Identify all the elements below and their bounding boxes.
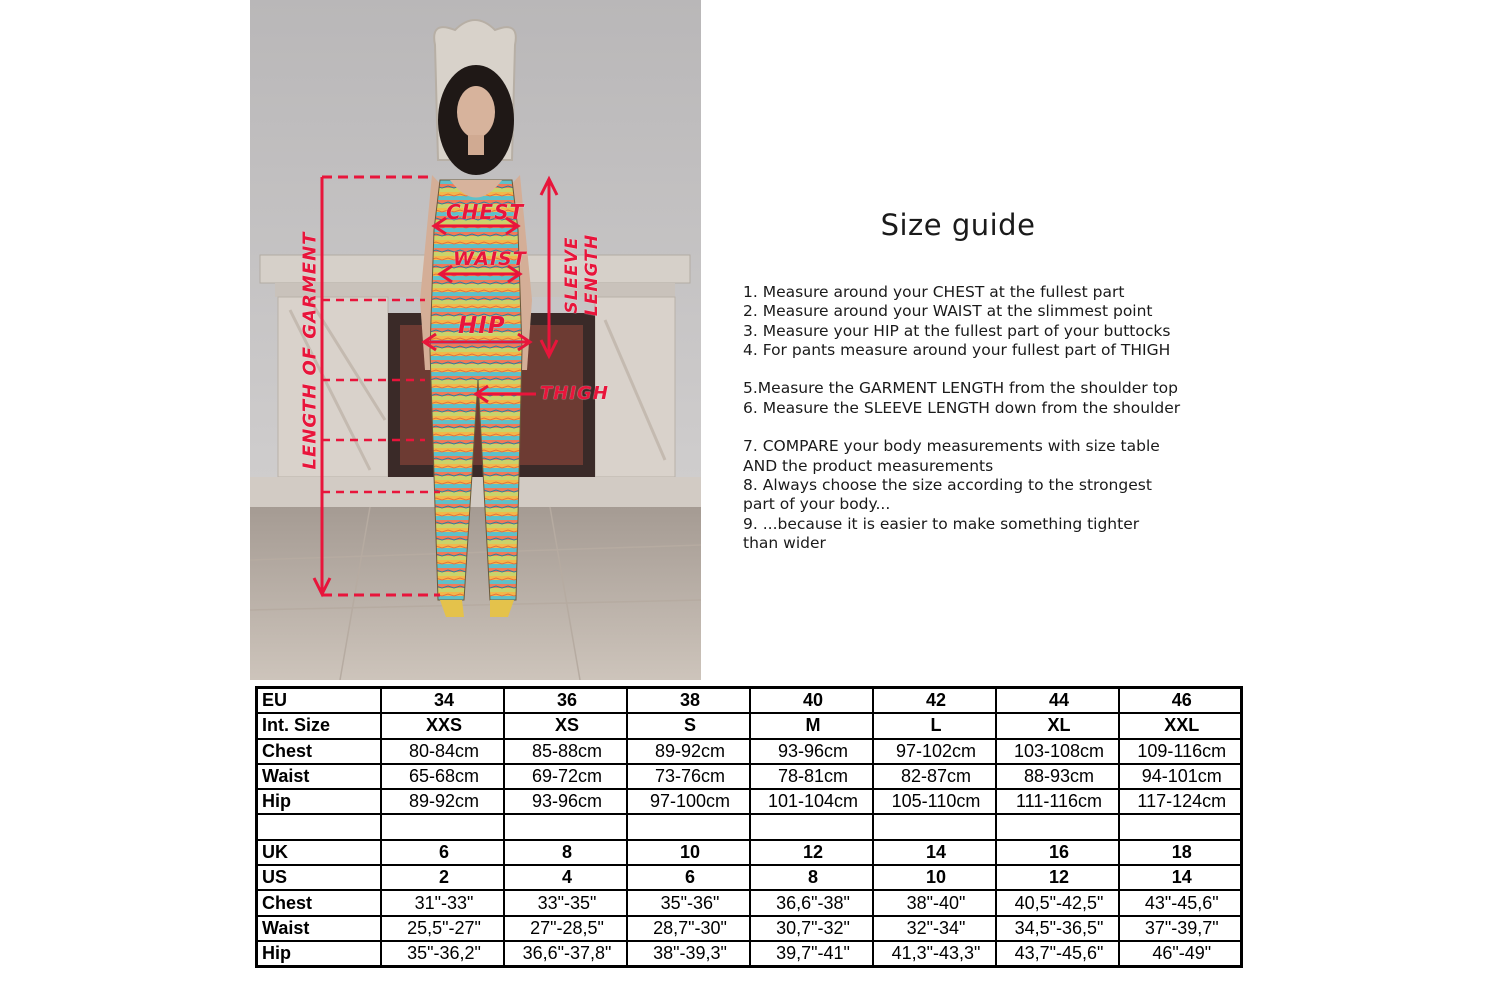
table-cell: 25,5"-27": [381, 916, 504, 941]
table-cell: XXS: [381, 713, 504, 738]
table-cell: 46"-49": [1119, 941, 1242, 967]
instructions-spacer: [743, 418, 1243, 437]
table-cell: 46: [1119, 688, 1242, 714]
size-table: [255, 686, 1243, 968]
table-row: [257, 814, 1242, 839]
table-row: [257, 941, 1242, 967]
table-cell: 6: [381, 840, 504, 865]
instruction-line: 8. Always choose the size according to the strongest: [743, 475, 1152, 494]
table-cell: 4: [504, 865, 627, 890]
table-cell: [750, 814, 873, 839]
table-cell: 73-76cm: [627, 764, 750, 789]
table-cell: 10: [873, 865, 996, 890]
table-cell: 35"-36,2": [381, 941, 504, 967]
table-cell: 41,3"-43,3": [873, 941, 996, 967]
instruction-line: 6. Measure the SLEEVE LENGTH down from the shoulder: [743, 398, 1181, 417]
row-label: EU: [257, 688, 381, 714]
table-cell: 8: [750, 865, 873, 890]
table-cell: XXL: [1119, 713, 1242, 738]
table-cell: 65-68cm: [381, 764, 504, 789]
table-cell: 2: [381, 865, 504, 890]
table-cell: 28,7"-30": [627, 916, 750, 941]
page-title: Size guide: [880, 208, 1036, 242]
table-cell: 88-93cm: [996, 764, 1119, 789]
table-cell: [627, 814, 750, 839]
model-photo: [250, 0, 701, 680]
table-row: [257, 713, 1242, 738]
table-row: [257, 764, 1242, 789]
sleeve-length-annotation: SLEEVE LENGTH: [562, 233, 602, 317]
table-cell: 36: [504, 688, 627, 714]
table-cell: 32"-34": [873, 916, 996, 941]
table-cell: 44: [996, 688, 1119, 714]
table-cell: 94-101cm: [1119, 764, 1242, 789]
instruction-line: 1. Measure around your CHEST at the fullest part: [743, 283, 1125, 301]
table-cell: 69-72cm: [504, 764, 627, 789]
table-cell: 34: [381, 688, 504, 714]
table-cell: 14: [1119, 865, 1242, 890]
chest-annotation: CHEST: [446, 200, 525, 224]
table-cell: 97-100cm: [627, 789, 750, 814]
instruction-line: 7. COMPARE your body measurements with size table: [743, 437, 1160, 456]
table-row: [257, 865, 1242, 890]
instructions-spacer: [743, 360, 1243, 379]
table-cell: 97-102cm: [873, 739, 996, 764]
table-cell: 12: [750, 840, 873, 865]
instruction-line: AND the product measurements: [743, 456, 994, 475]
row-label: Chest: [257, 739, 381, 764]
row-label: Waist: [257, 764, 381, 789]
table-row: [257, 890, 1242, 915]
hip-annotation: HIP: [458, 313, 506, 339]
table-cell: 93-96cm: [750, 739, 873, 764]
instruction-line: 9. ...because it is easier to make something tighter: [743, 514, 1140, 533]
table-cell: 93-96cm: [504, 789, 627, 814]
instruction-line: 2. Measure around your WAIST at the slimmest point: [743, 302, 1153, 321]
instruction-line: 3. Measure your HIP at the fullest part of your buttocks: [743, 321, 1171, 340]
table-cell: 38: [627, 688, 750, 714]
table-cell: 8: [504, 840, 627, 865]
table-cell: 6: [627, 865, 750, 890]
table-cell: 40,5"-42,5": [996, 890, 1119, 915]
table-cell: 103-108cm: [996, 739, 1119, 764]
table-cell: 80-84cm: [381, 739, 504, 764]
instruction-line: 4. For pants measure around your fullest part of THIGH: [743, 340, 1171, 359]
row-label: Waist: [257, 916, 381, 941]
table-cell: 78-81cm: [750, 764, 873, 789]
instruction-line: 5.Measure the GARMENT LENGTH from the shoulder top: [743, 379, 1178, 398]
table-cell: XL: [996, 713, 1119, 738]
table-cell: 35"-36": [627, 890, 750, 915]
table-cell: 37"-39,7": [1119, 916, 1242, 941]
table-cell: 33"-35": [504, 890, 627, 915]
table-cell: 43,7"-45,6": [996, 941, 1119, 967]
table-cell: 30,7"-32": [750, 916, 873, 941]
table-cell: XS: [504, 713, 627, 738]
table-cell: 10: [627, 840, 750, 865]
table-cell: [504, 814, 627, 839]
table-cell: 14: [873, 840, 996, 865]
table-cell: 31"-33": [381, 890, 504, 915]
table-row: [257, 688, 1242, 714]
table-cell: 16: [996, 840, 1119, 865]
table-cell: [996, 814, 1119, 839]
table-row: [257, 789, 1242, 814]
table-cell: 105-110cm: [873, 789, 996, 814]
table-cell: 34,5"-36,5": [996, 916, 1119, 941]
row-label: Int. Size: [257, 713, 381, 738]
table-cell: 38"-40": [873, 890, 996, 915]
table-cell: 89-92cm: [627, 739, 750, 764]
row-label: US: [257, 865, 381, 890]
table-cell: 36,6"-38": [750, 890, 873, 915]
table-row: [257, 840, 1242, 865]
instruction-line: than wider: [743, 533, 826, 552]
table-cell: 89-92cm: [381, 789, 504, 814]
table-cell: 12: [996, 865, 1119, 890]
waist-annotation: WAIST: [453, 248, 527, 270]
row-label: Chest: [257, 890, 381, 915]
table-cell: 111-116cm: [996, 789, 1119, 814]
table-cell: L: [873, 713, 996, 738]
table-cell: M: [750, 713, 873, 738]
table-cell: 117-124cm: [1119, 789, 1242, 814]
table-cell: 36,6"-37,8": [504, 941, 627, 967]
table-cell: 101-104cm: [750, 789, 873, 814]
table-row: [257, 739, 1242, 764]
row-label: Hip: [257, 789, 381, 814]
row-label: Hip: [257, 941, 381, 967]
row-label: [257, 814, 381, 839]
table-cell: 38"-39,3": [627, 941, 750, 967]
table-cell: S: [627, 713, 750, 738]
table-cell: 82-87cm: [873, 764, 996, 789]
instruction-line: part of your body...: [743, 495, 891, 514]
table-cell: 39,7"-41": [750, 941, 873, 967]
row-label: UK: [257, 840, 381, 865]
table-cell: 40: [750, 688, 873, 714]
table-cell: 18: [1119, 840, 1242, 865]
table-row: [257, 916, 1242, 941]
table-cell: [381, 814, 504, 839]
table-cell: 42: [873, 688, 996, 714]
thigh-annotation: THIGH: [540, 383, 609, 404]
table-cell: 43"-45,6": [1119, 890, 1242, 915]
table-cell: 27"-28,5": [504, 916, 627, 941]
table-cell: 85-88cm: [504, 739, 627, 764]
table-cell: [873, 814, 996, 839]
garment-length-annotation: LENGTH OF GARMENT: [299, 231, 321, 470]
table-cell: [1119, 814, 1242, 839]
table-cell: 109-116cm: [1119, 739, 1242, 764]
instructions-list: [743, 283, 1243, 553]
